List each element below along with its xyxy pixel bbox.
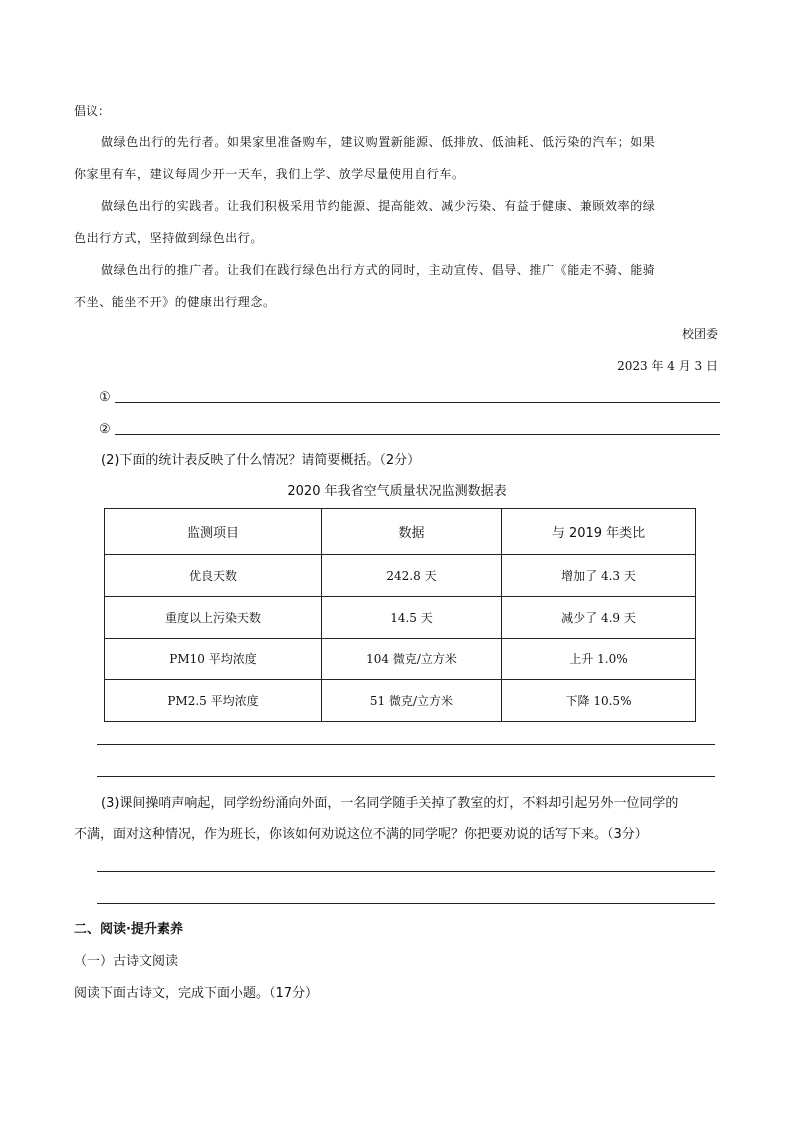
table-cell: 优良天数 <box>105 555 322 597</box>
answer-marker-1: ① <box>99 390 111 405</box>
section-2-instruction: 阅读下面古诗文，完成下面小题。（17分） <box>74 986 319 1001</box>
table-cell: 减少了 4.9 天 <box>502 596 696 638</box>
proposal-paragraph-1-line-1: 做绿色出行的先行者。如果家里准备购车，建议购置新能源、低排放、低油耗、低污染的汽车；如果 <box>101 135 656 149</box>
answer-line-q3-1[interactable] <box>97 871 715 872</box>
air-quality-table <box>104 508 696 722</box>
proposal-signer: 校团委 <box>681 327 718 341</box>
table-cell: 51 微克/立方米 <box>322 680 502 722</box>
table-cell: 上升 1.0% <box>502 638 696 680</box>
answer-line-q3-2[interactable] <box>97 903 715 904</box>
table-cell: 242.8 天 <box>322 555 502 597</box>
proposal-paragraph-1-line-2: 你家里有车，建议每周少开一天车，我们上学、放学尽量使用自行车。 <box>74 167 465 181</box>
section-2-subtitle: （一）古诗文阅读 <box>74 954 179 969</box>
table-cell: 104 微克/立方米 <box>322 638 502 680</box>
table-header-row <box>105 509 696 555</box>
answer-line-q2-2[interactable] <box>97 776 715 777</box>
table-cell: 增加了 4.3 天 <box>502 555 696 597</box>
section-2-title: 二、阅读·提升素养 <box>74 922 183 937</box>
question-3-line-2: 不满，面对这种情况，作为班长，你该如何劝说这位不满的同学呢？你把要劝说的话写下来。（3分） <box>74 827 648 842</box>
table-cell: PM2.5 平均浓度 <box>105 680 322 722</box>
table-cell: 重度以上污染天数 <box>105 596 322 638</box>
question-2-prompt: (2)下面的统计表反映了什么情况？请简要概括。（2分） <box>101 453 421 468</box>
proposal-date: 2023 年 4 月 3 日 <box>617 359 718 373</box>
answer-marker-2: ② <box>99 422 111 437</box>
table-row <box>105 596 696 638</box>
table-cell: 14.5 天 <box>322 596 502 638</box>
proposal-paragraph-2-line-1: 做绿色出行的实践者。让我们积极采用节约能源、提高能效、减少污染、有益于健康、兼顾效率的绿 <box>101 199 656 213</box>
proposal-paragraph-3-line-2: 不坐、能坐不开》的健康出行理念。 <box>74 295 276 309</box>
table-header-cell: 监测项目 <box>105 509 322 555</box>
answer-line-q2-1[interactable] <box>97 744 715 745</box>
table-cell: 下降 10.5% <box>502 680 696 722</box>
table-cell: PM10 平均浓度 <box>105 638 322 680</box>
answer-line-2[interactable] <box>115 434 720 435</box>
table-title: 2020 年我省空气质量状况监测数据表 <box>287 484 507 499</box>
table-header-cell: 数据 <box>322 509 502 555</box>
question-3-line-1: (3)课间操哨声响起，同学纷纷涌向外面，一名同学随手关掉了教室的灯，不料却引起另外一位同学的 <box>101 796 679 811</box>
proposal-heading: 倡议： <box>74 104 111 118</box>
table-row <box>105 638 696 680</box>
answer-line-1[interactable] <box>115 402 720 403</box>
proposal-paragraph-3-line-1: 做绿色出行的推广者。让我们在践行绿色出行方式的同时，主动宣传、倡导、推广《能走不骑、能骑 <box>101 263 656 277</box>
proposal-paragraph-2-line-2: 色出行方式，坚持做到绿色出行。 <box>74 231 264 245</box>
table-row <box>105 555 696 597</box>
table-header-cell: 与 2019 年类比 <box>502 509 696 555</box>
table-row <box>105 680 696 722</box>
